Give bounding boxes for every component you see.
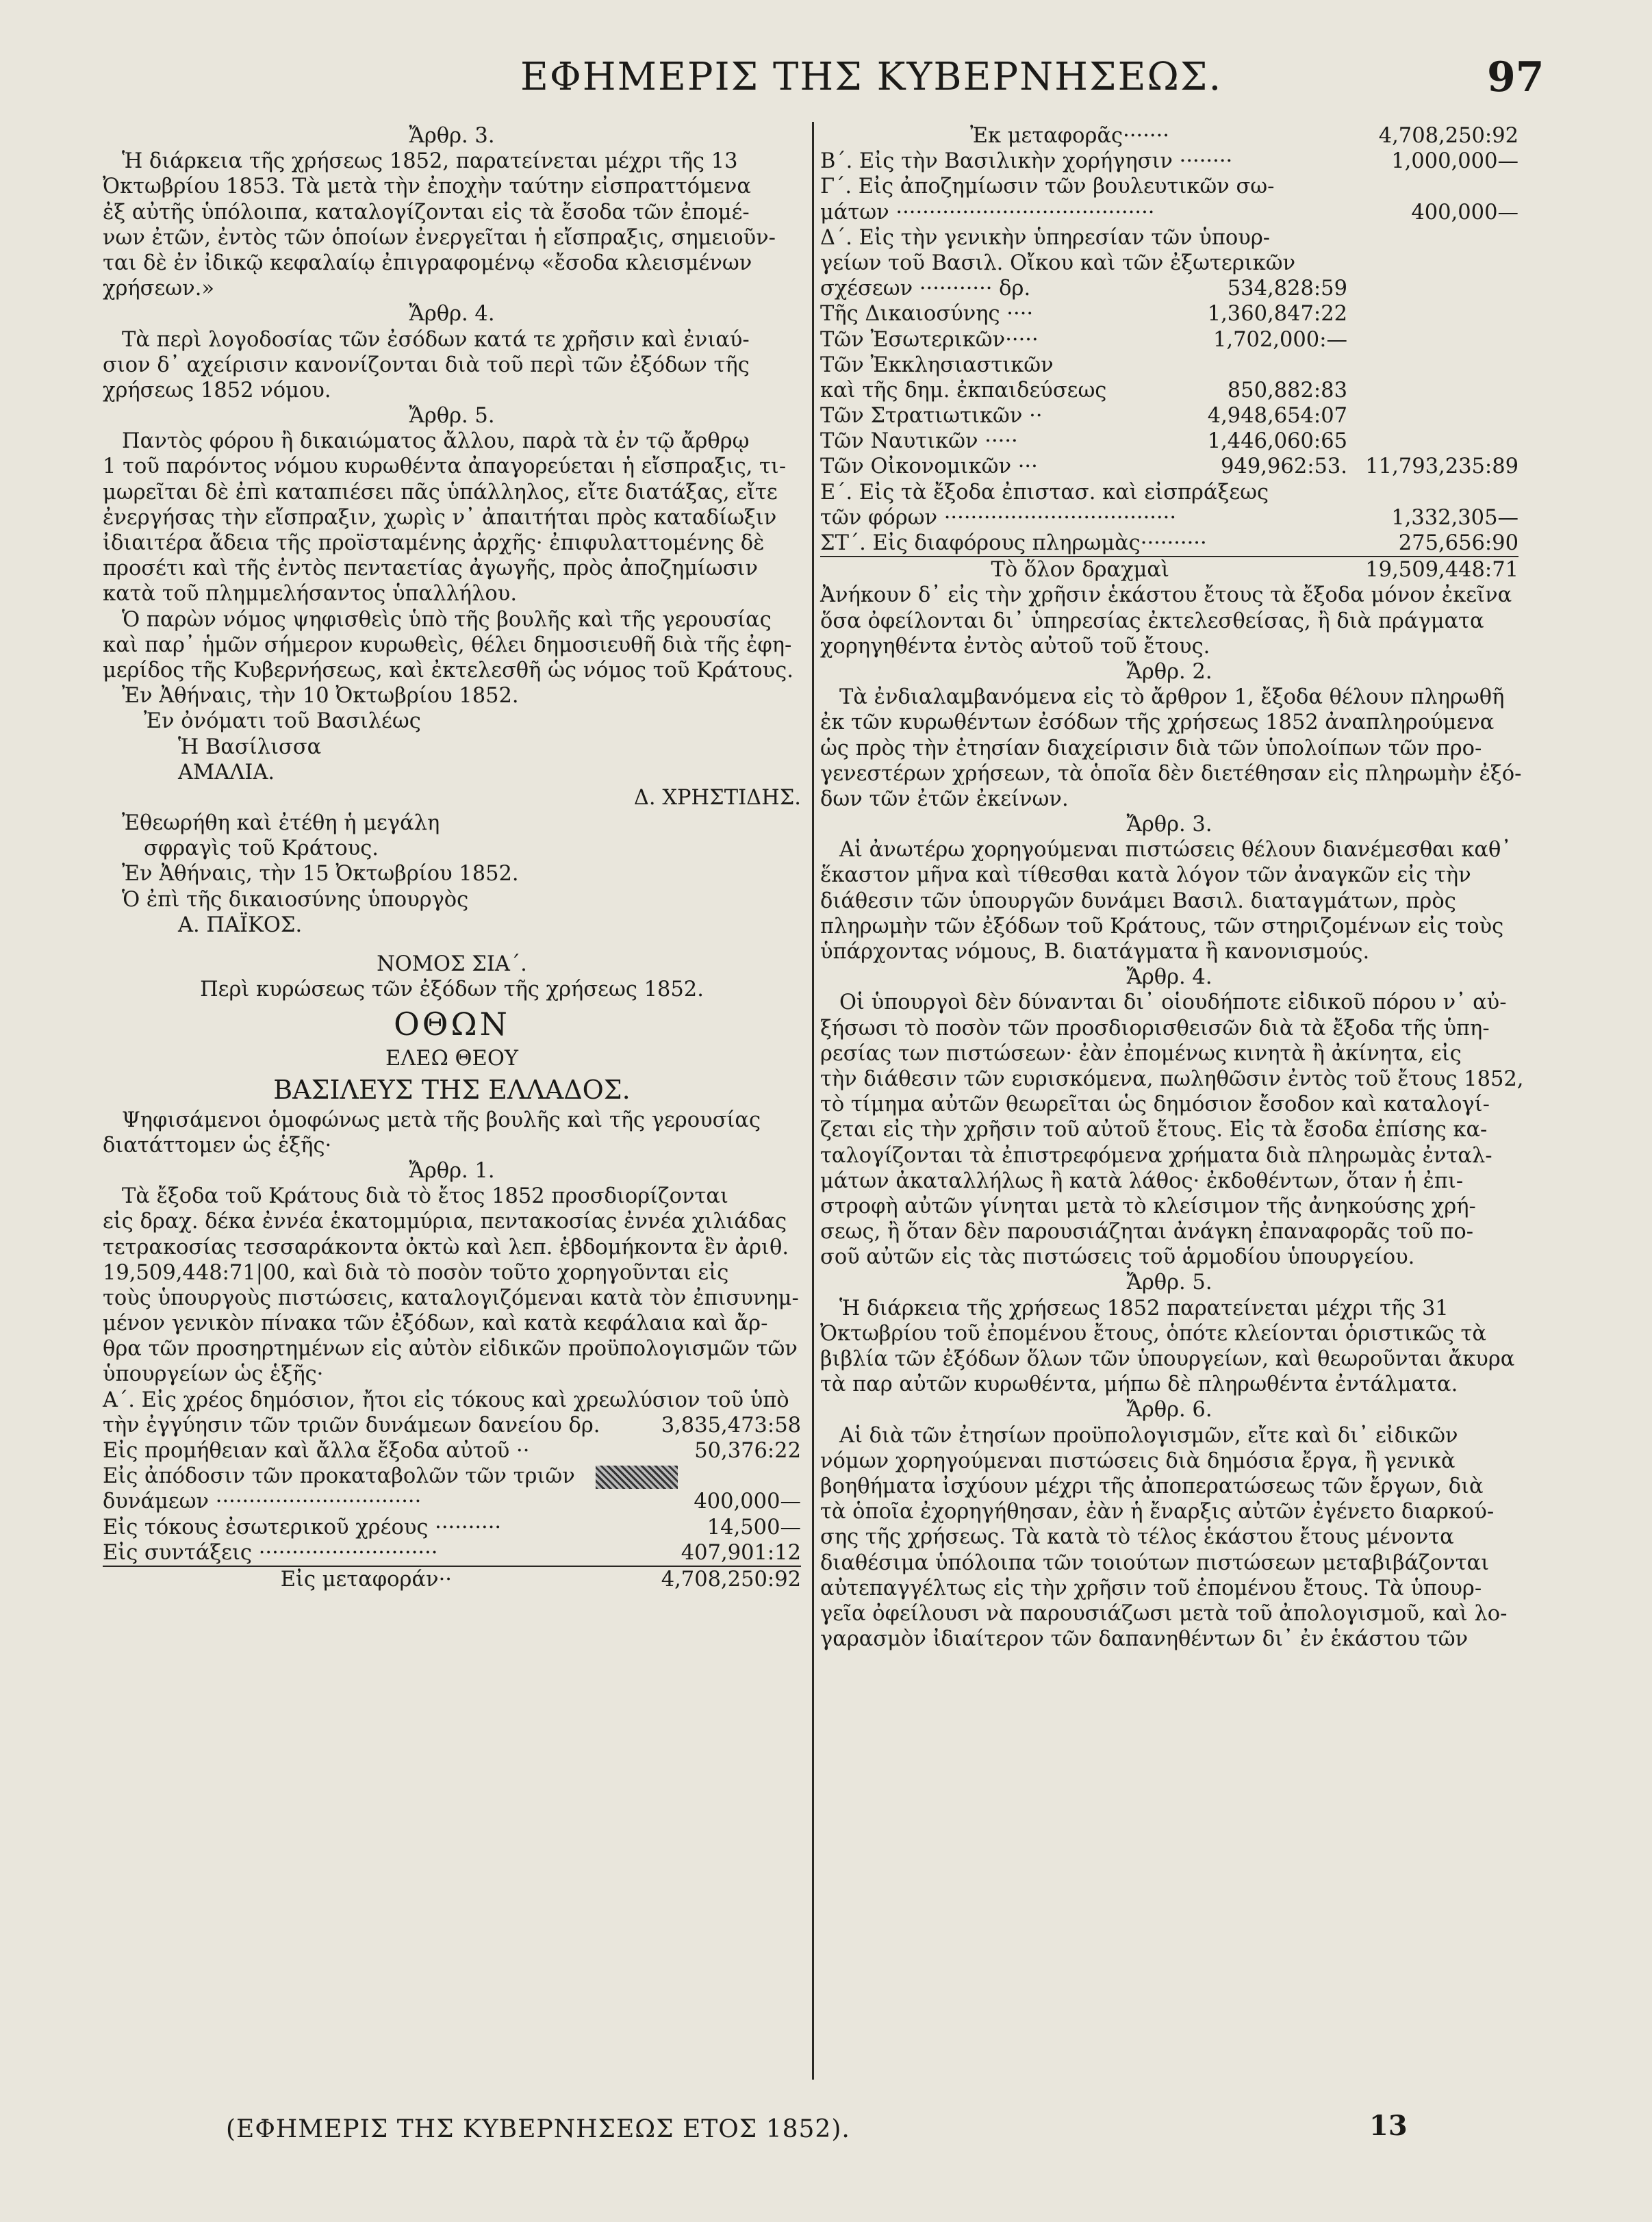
- ledger-label: ΣΤ΄. Εἰς διαφόρους πληρωμὰς··········: [820, 531, 1207, 555]
- ledger-amount: 4,708,250:92: [661, 1567, 801, 1592]
- ledger-subtotal: [452, 1540, 630, 1566]
- text-line: Τὰ ἐνδιαλαμβανόμενα εἰς τὸ ἄρθρον 1, ἔξοδα θέλουν πληρωθῆ: [839, 685, 1505, 710]
- text-line: ΑΜΑΛΙΑ.: [178, 760, 275, 784]
- ledger-label: Τῶν Ναυτικῶν ·····: [820, 429, 1018, 454]
- page-number: 97: [1487, 53, 1545, 101]
- ledger-label: σχέσεων ··········· δρ.: [820, 277, 1031, 301]
- ledger-row: [820, 557, 1518, 583]
- text-line: ἐξ αὐτῆς ὑπόλοιπα, καταλογίζονται εἰς τὰ ἔσοδα τῶν ἐπομέ-: [103, 200, 750, 225]
- text-line: θρα τῶν προσηρτημένων εἰς αὐτὸν εἰδικῶν προϋπολογισμῶν τῶν: [103, 1337, 798, 1362]
- right-column: [820, 123, 1524, 1652]
- text-line: Ὀκτωβρίου 1853. Τὰ μετὰ τὴν ἐποχὴν ταύτην εἰσπραττόμενα: [103, 175, 751, 199]
- ledger-row: [820, 429, 1518, 454]
- ledger-subtotal: 1,446,060:65: [1207, 429, 1347, 454]
- text-line: μωρεῖται δὲ ἐπὶ καταπιέσει πᾶς ὑπάλληλος, εἴτε διατάξας, εἴτε: [103, 480, 778, 505]
- text-line: Ἄρθρ. 6.: [1126, 1398, 1212, 1422]
- ledger-row: [103, 1515, 801, 1540]
- ledger-row: [820, 149, 1518, 174]
- text-line: Παντὸς φόρου ἢ δικαιώματος ἄλλου, παρὰ τὰ ἐν τῷ ἄρθρῳ: [122, 429, 750, 454]
- ledger-subtotal: [1169, 123, 1347, 149]
- ledger-row: [820, 301, 1518, 327]
- text-line: Ψηφισάμενοι ὁμοφώνως μετὰ τῆς βουλῆς καὶ τῆς γερουσίας: [122, 1108, 761, 1132]
- ledger-subtotal: [789, 1388, 796, 1413]
- ledger-row: [820, 174, 1518, 199]
- ledger-row: [820, 505, 1518, 531]
- text-line: γαρασμὸν ἰδιαίτερον τῶν δαπανηθέντων δι᾽ ἐν ἑκάστου τῶν: [820, 1627, 1469, 1652]
- ledger-amount: 1,000,000—: [1391, 149, 1518, 174]
- ledger-label: Τῶν Ἐσωτερικῶν·····: [820, 327, 1039, 352]
- text-line: ρεσίας των πιστώσεων· ἐὰν ἐπομένως κινητὰ ἢ ἀκίνητα, εἰς: [820, 1041, 1462, 1066]
- ledger-subtotal: [501, 1515, 654, 1540]
- ledger-label: Ἐκ μεταφορᾶς·······: [969, 124, 1169, 148]
- ledger-amount: [1396, 480, 1518, 505]
- ledger-subtotal: [1169, 200, 1347, 225]
- text-line: Ἡ Βασίλισσα: [178, 735, 322, 759]
- text-line: Οἱ ὑπουργοὶ δὲν δύνανται δι᾽ οἱουδήποτε εἰδικοῦ πόρου ν᾽ αὐ-: [839, 991, 1507, 1015]
- text-line: Τὰ ἔξοδα τοῦ Κράτους διὰ τὸ ἔτος 1852 προσδιορίζονται: [122, 1184, 728, 1209]
- text-line: Ἐν Ἀθήναις, τὴν 10 Ὀκτωβρίου 1852.: [122, 684, 519, 708]
- text-line: τὸ τίμημα αὐτῶν θεωρεῖται ὡς δημόσιον ἔσοδον καὶ καταλογί-: [820, 1093, 1490, 1117]
- ledger-amount: [1347, 276, 1518, 301]
- text-line: ΕΛΕΩ ΘΕΟΥ: [385, 1047, 518, 1071]
- ledger-subtotal: [1169, 353, 1347, 378]
- ledger-label: Τῶν Στρατιωτικῶν ··: [820, 404, 1043, 429]
- ledger-row: [820, 403, 1518, 429]
- ledger-label: Δ΄. Εἰς τὴν γενικὴν ὑπηρεσίαν τῶν ὑπουρ-: [820, 225, 1271, 250]
- ledger-label: Εἰς τόκους ἐσωτερικοῦ χρέους ··········: [103, 1515, 502, 1540]
- text-line: νόμων χορηγούμεναι πιστώσεις διὰ δημόσια ἔργα, ἢ γενικὰ: [820, 1448, 1456, 1473]
- text-line: Τὰ περὶ λογοδοσίας τῶν ἐσόδων κατά τε χρῆσιν καὶ ἐνιαύ-: [122, 327, 750, 352]
- left-text-block: [103, 123, 801, 1388]
- ledger-amount: [741, 1464, 801, 1489]
- text-line: μένον γενικὸν πίνακα τῶν ἐξόδων, καὶ κατὰ κεφάλαια καὶ ἄρ-: [103, 1312, 768, 1336]
- text-line: Ἡ διάρκεια τῆς χρήσεως 1852, παρατείνεται μέχρι τῆς 13: [122, 149, 738, 174]
- text-line: ΝΟΜΟΣ ΣΙΑ΄.: [377, 952, 527, 976]
- ledger-amount: 275,656:90: [1398, 531, 1518, 555]
- text-line: στροφὴ αὐτῶν γίνηται μετὰ τὸ κλείσιμον τῆς ἀνηκούσης χρή-: [820, 1194, 1476, 1218]
- text-line: Περὶ κυρώσεως τῶν ἐξόδων τῆς χρήσεως 1852.: [200, 978, 704, 1002]
- ledger-subtotal: 1,702,000:—: [1212, 327, 1347, 352]
- ledger-row: [103, 1413, 801, 1438]
- ledger-amount: 50,376:22: [694, 1439, 801, 1463]
- ledger-amount: [1347, 327, 1518, 353]
- text-line: ΟΘΩΝ: [394, 1006, 510, 1043]
- text-line: Ἄρθρ. 2.: [1126, 659, 1212, 684]
- ledger-amount: 11,793,235:89: [1365, 455, 1518, 479]
- text-line: ἰδιαιτέρα ἄδεια τῆς προϊσταμένης ἀρχῆς· ἐπιφυλαττομένης δὲ: [103, 531, 765, 555]
- text-line: Δ. ΧΡΗΣΤΙΔΗΣ.: [633, 785, 801, 810]
- text-line: προσέτι καὶ τῆς ἐντὸς πενταετίας ἀγωγῆς, πρὸς ἀποζημίωσιν: [103, 557, 759, 581]
- text-line: δων τῶν ἐτῶν ἐκείνων.: [820, 787, 1069, 811]
- text-line: 19,509,448:71|00, καὶ διὰ τὸ ποσὸν τοῦτο χορηγοῦνται εἰς: [103, 1260, 729, 1285]
- text-line: Αἱ ἀνωτέρω χορηγούμεναι πιστώσεις θέλουν διανέμεσθαι καθ᾽: [839, 838, 1512, 863]
- text-line: τὴν διάθεσιν τῶν ευρισκόμενα, πωληθῶσιν ἐντὸς τοῦ ἔτους 1852,: [820, 1067, 1524, 1091]
- ledger-subtotal: [1270, 225, 1397, 251]
- ledger-label: Τῶν Ἐκκλησιαστικῶν: [820, 353, 1054, 377]
- ledger-row: [820, 251, 1518, 276]
- text-line: Ἄρθρ. 4.: [1126, 965, 1212, 990]
- ledger-amount: [1347, 378, 1518, 403]
- text-line: [103, 938, 801, 952]
- text-line: ἕκαστον μῆνα καὶ τίθεσθαι κατὰ λόγον τῶν ἀναγκῶν εἰς τὴν: [820, 863, 1471, 888]
- ledger-label: δυνάμεων ·······························: [103, 1490, 422, 1514]
- ledger-label: Τὸ ὅλον δραχμαὶ: [991, 558, 1169, 583]
- ledger-subtotal: [452, 1489, 630, 1514]
- ledger-row: [103, 1540, 801, 1567]
- text-line: 1 τοῦ παρόντος νόμου κυρωθέντα ἀπαγορεύεται ἡ εἴσπραξις, τι-: [103, 455, 787, 479]
- ledger-amount: 19,509,448:71: [1365, 558, 1518, 583]
- ledger-amount: [1347, 403, 1518, 429]
- ledger-amount: 3,835,473:58: [661, 1413, 801, 1438]
- text-line: εἰς δραχ. δέκα ἐννέα ἑκατομμύρια, πεντακοσίας ἐννέα χιλιάδας: [103, 1210, 787, 1234]
- ledger-amount: [1347, 301, 1518, 327]
- ledger-label: Ε΄. Εἰς τὰ ἔξοδα ἐπιστασ. καὶ εἰσπράξεως: [820, 480, 1269, 505]
- text-line: ὑπάρχοντας νόμους, Β. διατάγματα ἢ κανονισμούς.: [820, 940, 1370, 964]
- text-line: Ὀκτωβρίου τοῦ ἐπομένου ἔτους, ὁπότε κλείονται ὁριστικῶς τὰ: [820, 1321, 1486, 1346]
- text-line: τετρακοσίας τεσσαράκοντα ὀκτὼ καὶ λεπ. ἑβδομήκοντα ἓν ἀριθ.: [103, 1235, 789, 1260]
- ledger-subtotal: 850,882:83: [1227, 378, 1347, 403]
- ledger-label: καὶ τῆς δημ. ἐκπαιδεύσεως: [820, 378, 1107, 403]
- ledger-amount: 400,000—: [694, 1490, 801, 1514]
- ledger-amount: [1347, 353, 1518, 378]
- text-line: καὶ παρ᾽ ἡμῶν σήμερον κυρωθεὶς, θέλει δημοσιευθῆ διὰ τῆς ἐφη-: [103, 633, 792, 657]
- ledger-subtotal: [1269, 480, 1396, 505]
- text-line: Ἀνήκουν δ᾽ εἰς τὴν χρῆσιν ἑκάστου ἔτους τὰ ἔξοδα μόνον ἐκεῖνα: [820, 583, 1512, 608]
- text-line: μάτων ἀκαταλλήλως ἢ κατὰ λάθος· ἐκδοθέντων, ὅταν ἡ ἐπι-: [820, 1169, 1464, 1193]
- right-ledger-table: [820, 123, 1518, 583]
- text-line: Αἱ διὰ τῶν ἐτησίων προϋπολογισμῶν, εἴτε καὶ δι᾽ εἰδικῶν: [839, 1423, 1458, 1448]
- ledger-label: τῶν φόρων ···································: [820, 505, 1177, 530]
- text-line: τοὺς ὑπουργοὺς πιστώσεις, καταλογιζόμεναι κατὰ τὸν ἐπισυνημ-: [103, 1286, 799, 1310]
- ledger-row: [103, 1388, 801, 1413]
- ledger-label: τὴν ἐγγύησιν τῶν τριῶν δυνάμεων δανείου δρ.: [103, 1413, 600, 1438]
- ledger-label: Α΄. Εἰς χρέος δημόσιον, ἤτοι εἰς τόκους καὶ χρεωλύσιον τοῦ ὑπὸ: [103, 1388, 789, 1412]
- ledger-row: [820, 378, 1518, 403]
- ledger-subtotal: 4,948,654:07: [1207, 404, 1347, 429]
- text-line: ὡς πρὸς τὴν ἐτησίαν διαχείρισιν διὰ τῶν ὑπολοίπων τῶν προ-: [820, 736, 1482, 761]
- text-line: σεως, ἢ ὅταν δὲν παρουσιάζηται ἀνάγκη ἐπαναφορᾶς τοῦ πο-: [820, 1220, 1474, 1244]
- ledger-amount: [1399, 174, 1518, 199]
- ledger-label: Εἰς ἀπόδοσιν τῶν προκαταβολῶν τῶν τριῶν: [103, 1464, 678, 1489]
- text-line: διατάττομεν ὡς ἑξῆς·: [103, 1133, 332, 1158]
- ledger-amount: 407,901:12: [681, 1540, 801, 1565]
- text-line: Ὁ παρὼν νόμος ψηφισθεὶς ὑπὸ τῆς βουλῆς καὶ τῆς γερουσίας: [122, 607, 772, 632]
- ledger-row: [820, 123, 1518, 149]
- ledger-amount: [1409, 251, 1518, 276]
- ledger-subtotal: 1,360,847:22: [1207, 302, 1347, 327]
- ledger-amount: [1347, 429, 1518, 454]
- text-line: Α. ΠΑΪΚΟΣ.: [178, 912, 303, 937]
- text-line: βιβλία τῶν ἐξόδων ὅλων τῶν ὑπουργείων, καὶ θεωροῦνται ἄκυρα: [820, 1347, 1515, 1371]
- text-line: Ἄρθρ. 4.: [409, 302, 495, 327]
- ledger-row: [820, 327, 1518, 353]
- ledger-subtotal: [600, 1413, 661, 1438]
- text-line: ἐνεργήσας τὴν εἴσπραξιν, χωρὶς ν᾽ ἀπαιτήται πρὸς καταδίωξιν: [103, 505, 777, 530]
- ledger-row: [103, 1567, 801, 1592]
- text-line: κατὰ τοῦ πλημμελήσαντος ὑπαλλήλου.: [103, 582, 518, 606]
- text-line: ξήσωσι τὸ ποσὸν τῶν προσδιορισθεισῶν διὰ τὰ ἔξοδα τῆς ὑπη-: [820, 1016, 1490, 1040]
- ledger-subtotal: 534,828:59: [1227, 277, 1347, 301]
- ledger-row: [820, 200, 1518, 225]
- ledger-amount: [1397, 225, 1518, 251]
- text-line: πληρωμὴν τῶν ἐξόδων τοῦ Κράτους, τῶν στηριζομένων εἰς τοὺς: [820, 914, 1504, 938]
- text-line: σης τῆς χρήσεως. Τὰ κατὰ τὸ τέλος ἑκάστου ἔτους μένοντα: [820, 1525, 1454, 1550]
- text-line: σοῦ αὐτῶν εἰς τὰς πιστώσεις τοῦ ἁρμοδίου ὑπουργείου.: [820, 1245, 1415, 1270]
- ledger-subtotal: [678, 1464, 741, 1489]
- left-column: [103, 123, 801, 1592]
- text-line: αὐτεπαγγέλτως εἰς τὴν χρῆσιν τοῦ ἐπομένου ἔτους. Τὰ ὑπουρ-: [820, 1576, 1482, 1600]
- ledger-label: μάτων ·······································: [820, 200, 1155, 225]
- text-line: ὑπουργείων ὡς ἑξῆς·: [103, 1362, 324, 1387]
- ledger-subtotal: [1207, 531, 1366, 556]
- ledger-subtotal: [1169, 557, 1347, 583]
- text-line: χορηγηθέντα ἐντὸς αὐτοῦ τοῦ ἔτους.: [820, 634, 1210, 659]
- right-text-block: [820, 583, 1524, 1652]
- text-line: νων ἐτῶν, ἐντὸς τῶν ὁποίων ἐνεργεῖται ἡ εἴσπραξις, σημειοῦν-: [103, 225, 776, 250]
- ledger-row: [820, 531, 1518, 557]
- ledger-row: [820, 480, 1518, 505]
- text-line: τὰ ὁποῖα ἐχορηγήθησαν, ἐὰν ἡ ἔναρξις αὐτῶν ἐγένετο διαρκού-: [820, 1500, 1495, 1524]
- ledger-amount: 1,332,305—: [1391, 505, 1518, 530]
- ledger-label: Εἰς προμήθειαν καὶ ἄλλα ἔξοδα αὐτοῦ ··: [103, 1439, 530, 1463]
- ledger-row: [820, 353, 1518, 378]
- text-line: Ἐν ὀνόματι τοῦ Βασιλέως: [144, 709, 421, 734]
- ledger-row: [103, 1464, 801, 1489]
- ledger-row: [820, 276, 1518, 301]
- text-line: Ἐθεωρήθη καὶ ἐτέθη ἡ μεγάλη: [122, 811, 440, 836]
- ledger-label: Τῶν Οἰκονομικῶν ···: [820, 455, 1038, 479]
- signature-mark: 13: [1369, 2110, 1408, 2142]
- text-line: ΒΑΣΙΛΕΥΣ ΤΗΣ ΕΛΛΑΔΟΣ.: [273, 1074, 631, 1105]
- ledger-subtotal: [1295, 251, 1409, 276]
- ledger-subtotal: [1232, 149, 1378, 174]
- text-line: ζεται εἰς τὴν χρῆσιν τοῦ αὐτοῦ ἔτους. Εἰς τὰ ἔσοδα ἐπίσης κα-: [820, 1118, 1488, 1142]
- text-line: Ἡ διάρκεια τῆς χρήσεως 1852 παρατείνεται μέχρι τῆς 31: [839, 1296, 1449, 1320]
- ledger-amount: 4,708,250:92: [1378, 124, 1518, 148]
- ledger-subtotal: [1176, 505, 1351, 531]
- footer-title: (ΕΦΗΜΕΡΙΣ ΤΗΣ ΚΥΒΕΡΝΗΣΕΩΣ ΕΤΟΣ 1852).: [226, 2115, 850, 2143]
- text-line: Ἄρθρ. 5.: [1126, 1270, 1212, 1295]
- left-ledger-table: [103, 1388, 801, 1593]
- text-line: χρήσεων.»: [103, 277, 215, 301]
- ledger-amount: [796, 1388, 802, 1413]
- text-line: γεῖα ὀφείλουσι νὰ παρουσιάζωσι μετὰ τοῦ ἀπολογισμοῦ, καὶ λο-: [820, 1601, 1508, 1626]
- ledger-label: Γ΄. Εἰς ἀποζημίωσιν τῶν βουλευτικῶν σω-: [820, 175, 1275, 199]
- ledger-label: Β΄. Εἰς τὴν Βασιλικὴν χορήγησιν ········: [820, 149, 1233, 174]
- text-line: ται δὲ ἐν ἰδικῷ κεφαλαίῳ ἐπιγραφομένῳ «ἔσοδα κλεισμένων: [103, 251, 752, 275]
- ledger-subtotal: [529, 1438, 668, 1464]
- ledger-row: [103, 1489, 801, 1514]
- text-line: μερίδος τῆς Κυβερνήσεως, καὶ ἐκτελεσθῆ ὡς νόμος τοῦ Κράτους.: [103, 658, 793, 682]
- ledger-row: [103, 1438, 801, 1464]
- text-line: Ἄρθρ. 3.: [1126, 813, 1212, 837]
- stamp-icon: [596, 1466, 678, 1489]
- ledger-subtotal: 949,962:53.: [1221, 455, 1347, 479]
- ledger-row: [820, 225, 1518, 251]
- text-line: διαθέσιμα ὑπόλοιπα τῶν τοιούτων πιστώσεων μεταβιβάζονται: [820, 1550, 1490, 1575]
- ledger-label: Εἰς μεταφοράν··: [280, 1567, 452, 1592]
- ledger-subtotal: [452, 1567, 630, 1592]
- text-line: τὰ παρ αὐτῶν κυρωθέντα, μήπω δὲ πληρωθέντα ἐντάλματα.: [820, 1372, 1458, 1397]
- text-line: διάθεσιν τῶν ὑπουργῶν δυνάμει Βασιλ. διαταγμάτων, πρὸς: [820, 889, 1456, 913]
- text-line: ἐκ τῶν κυρωθέντων ἐσόδων τῆς χρήσεως 1852 ἀναπληρούμενα: [820, 711, 1495, 735]
- ledger-subtotal: [1274, 174, 1399, 199]
- text-line: βοηθήματα ἰσχύουν μέχρι τῆς ἀποπερατώσεως τῶν ἔργων, διὰ: [820, 1474, 1484, 1498]
- text-line: χρήσεως 1852 νόμου.: [103, 378, 331, 403]
- text-line: σφραγὶς τοῦ Κράτους.: [144, 837, 379, 861]
- text-line: Ἐν Ἀθήναις, τὴν 15 Ὀκτωβρίου 1852.: [122, 862, 519, 886]
- text-line: σιον δ᾽ αχείρισιν κανονίζονται διὰ τοῦ περὶ τῶν ἐξόδων τῆς: [103, 353, 750, 377]
- ledger-amount: 14,500—: [707, 1515, 801, 1540]
- text-line: γενεστέρων χρήσεων, τὰ ὁποῖα δὲν διετέθησαν εἰς πληρωμὴν ἐξό-: [820, 761, 1522, 786]
- text-line: ὅσα ὀφείλονται δι᾽ ὑπηρεσίας ἐκτελεσθείσας, ἢ διὰ πράγματα: [820, 609, 1484, 633]
- ledger-row: [820, 454, 1518, 479]
- page-header: [0, 49, 1652, 104]
- ledger-amount: 400,000—: [1411, 200, 1518, 225]
- ledger-label: γείων τοῦ Βασιλ. Οἴκου καὶ τῶν ἐξωτερικῶν: [820, 251, 1296, 275]
- ledger-label: Εἰς συντάξεις ···························: [103, 1540, 438, 1565]
- text-line: Ἄρθρ. 3.: [409, 124, 495, 148]
- text-line: ταλογίζονται τὰ ἐπιστρεφόμενα χρήματα διὰ πληρωμὰς ἐνταλ-: [820, 1143, 1492, 1168]
- column-divider: [812, 122, 814, 2080]
- text-line: Ἄρθρ. 5.: [409, 404, 495, 429]
- text-line: Ὁ ἐπὶ τῆς δικαιοσύνης ὑπουργὸς: [122, 887, 469, 912]
- text-line: Ἄρθρ. 1.: [409, 1158, 495, 1183]
- ledger-label: Τῆς Δικαιοσύνης ····: [820, 302, 1034, 327]
- running-title: ΕΦΗΜΕΡΙΣ ΤΗΣ ΚΥΒΕΡΝΗΣΕΩΣ.: [520, 55, 1223, 99]
